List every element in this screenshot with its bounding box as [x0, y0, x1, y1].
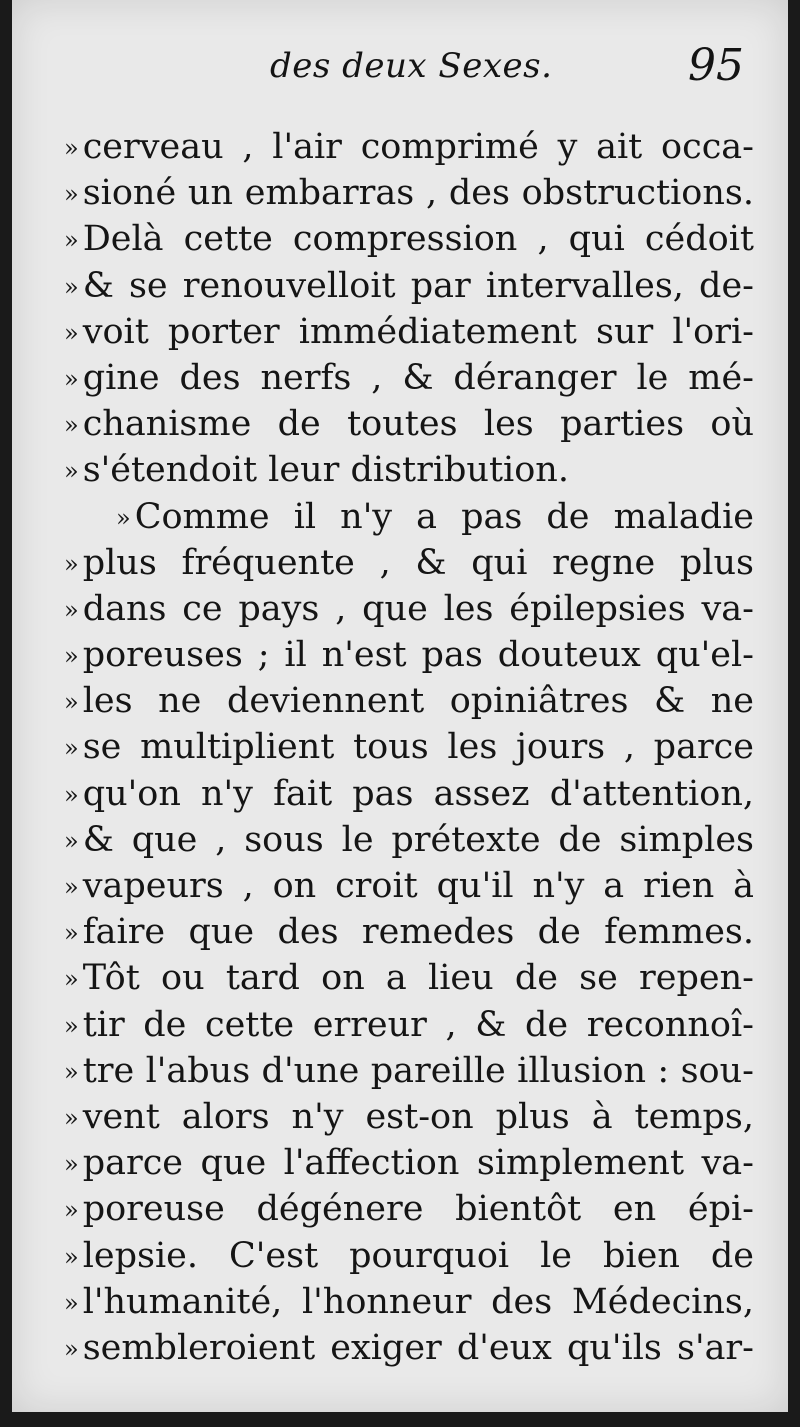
quote-mark: »: [64, 595, 79, 624]
text-line: [64, 1002, 754, 1048]
line-text: voit porter immédiatement sur l'ori-: [82, 311, 754, 352]
quote-mark: »: [64, 180, 79, 209]
text-line: [64, 124, 754, 170]
text-line: [64, 401, 754, 447]
line-text: faire que des remedes de femmes.: [82, 912, 754, 953]
text-line: [64, 771, 754, 817]
text-line: [64, 1186, 754, 1232]
text-line: [64, 724, 754, 770]
quote-mark: »: [64, 688, 79, 717]
line-text: se multiplient tous les jours , parce: [82, 727, 754, 768]
text-line: [64, 955, 754, 1001]
quote-mark: »: [64, 272, 79, 301]
quote-mark: »: [64, 226, 79, 255]
quote-mark: »: [64, 1196, 79, 1225]
line-text: plus fréquente , & qui regne plus: [82, 542, 754, 583]
quote-mark: »: [64, 411, 79, 440]
running-title: des deux Sexes.: [270, 46, 553, 86]
line-text: s'étendoit leur distribution.: [82, 450, 569, 491]
quote-mark: »: [64, 1057, 79, 1086]
text-line: [64, 632, 754, 678]
text-line: [64, 678, 754, 724]
line-text: les ne deviennent opiniâtres & ne: [82, 681, 754, 722]
text-line: [64, 1279, 754, 1325]
text-line: [64, 216, 754, 262]
quote-mark: »: [64, 734, 79, 763]
line-text: tre l'abus d'une pareille illusion : sou-: [82, 1050, 754, 1091]
text-line: [64, 1048, 754, 1094]
line-text: vent alors n'y est-on plus à temps,: [82, 1096, 754, 1137]
text-line: [64, 540, 754, 586]
text-line: [64, 909, 754, 955]
line-text: dans ce pays , que les épilepsies va-: [82, 588, 754, 629]
text-line: [64, 170, 754, 216]
line-text: parce que l'affection simplement va-: [82, 1143, 754, 1184]
line-text: Tôt ou tard on a lieu de se repen-: [82, 958, 754, 999]
quote-mark: »: [64, 364, 79, 393]
line-text: Comme il n'y a pas de maladie: [134, 496, 754, 537]
line-text: tir de cette erreur , & de reconnoî-: [82, 1004, 754, 1045]
line-text: Delà cette compression , qui cédoit: [82, 219, 754, 260]
line-text: & se renouvelloit par intervalles, de-: [82, 265, 754, 306]
text-line: [64, 355, 754, 401]
quote-mark: »: [64, 1288, 79, 1317]
page-header: [12, 38, 788, 118]
text-line: [64, 863, 754, 909]
line-text: qu'on n'y fait pas assez d'attention,: [82, 773, 754, 814]
text-line: [64, 263, 754, 309]
page-number: 95: [688, 40, 744, 91]
line-text: vapeurs , on croit qu'il n'y a rien à: [82, 866, 754, 906]
quote-mark: »: [64, 642, 79, 671]
line-text: poreuse dégénere bientôt en épi-: [82, 1189, 754, 1230]
text-line: [64, 309, 754, 355]
quote-mark: »: [64, 134, 79, 162]
text-line: [64, 1325, 754, 1371]
line-text: cerveau , l'air comprimé y ait occa-: [82, 127, 754, 167]
line-text: poreuses ; il n'est pas douteux qu'el-: [82, 635, 754, 676]
quote-mark: »: [64, 318, 79, 347]
text-line: [64, 586, 754, 632]
quote-mark: »: [116, 503, 131, 532]
text-line: [64, 1094, 754, 1140]
line-text: sembleroient exiger d'eux qu'ils s'ar-: [82, 1327, 754, 1368]
quote-mark: »: [64, 965, 79, 994]
line-text: sioné un embarras , des obstructions.: [82, 173, 754, 214]
quote-mark: »: [64, 919, 79, 948]
quote-mark: »: [64, 549, 79, 578]
quote-mark: »: [64, 1150, 79, 1179]
line-text: l'humanité, l'honneur des Médecins,: [82, 1281, 754, 1322]
line-text: & que , sous le prétexte de simples: [82, 819, 754, 860]
line-text: chanisme de toutes les parties où: [82, 404, 754, 445]
line-text: gine des nerfs , & déranger le mé-: [82, 357, 754, 398]
book-page: [12, 0, 788, 1412]
quote-mark: »: [64, 1242, 79, 1271]
text-line: [64, 447, 754, 493]
quote-mark: »: [64, 826, 79, 855]
text-line: [64, 1140, 754, 1186]
line-text: lepsie. C'est pourquoi le bien de: [82, 1235, 754, 1276]
quote-mark: »: [64, 780, 79, 809]
quote-mark: »: [64, 1103, 79, 1132]
quote-mark: »: [64, 1334, 79, 1363]
quote-mark: »: [64, 457, 79, 486]
body-text: [64, 124, 754, 1371]
text-line: [64, 1233, 754, 1279]
text-line: [64, 494, 754, 540]
quote-mark: »: [64, 1011, 79, 1040]
quote-mark: »: [64, 873, 79, 901]
text-line: [64, 817, 754, 863]
